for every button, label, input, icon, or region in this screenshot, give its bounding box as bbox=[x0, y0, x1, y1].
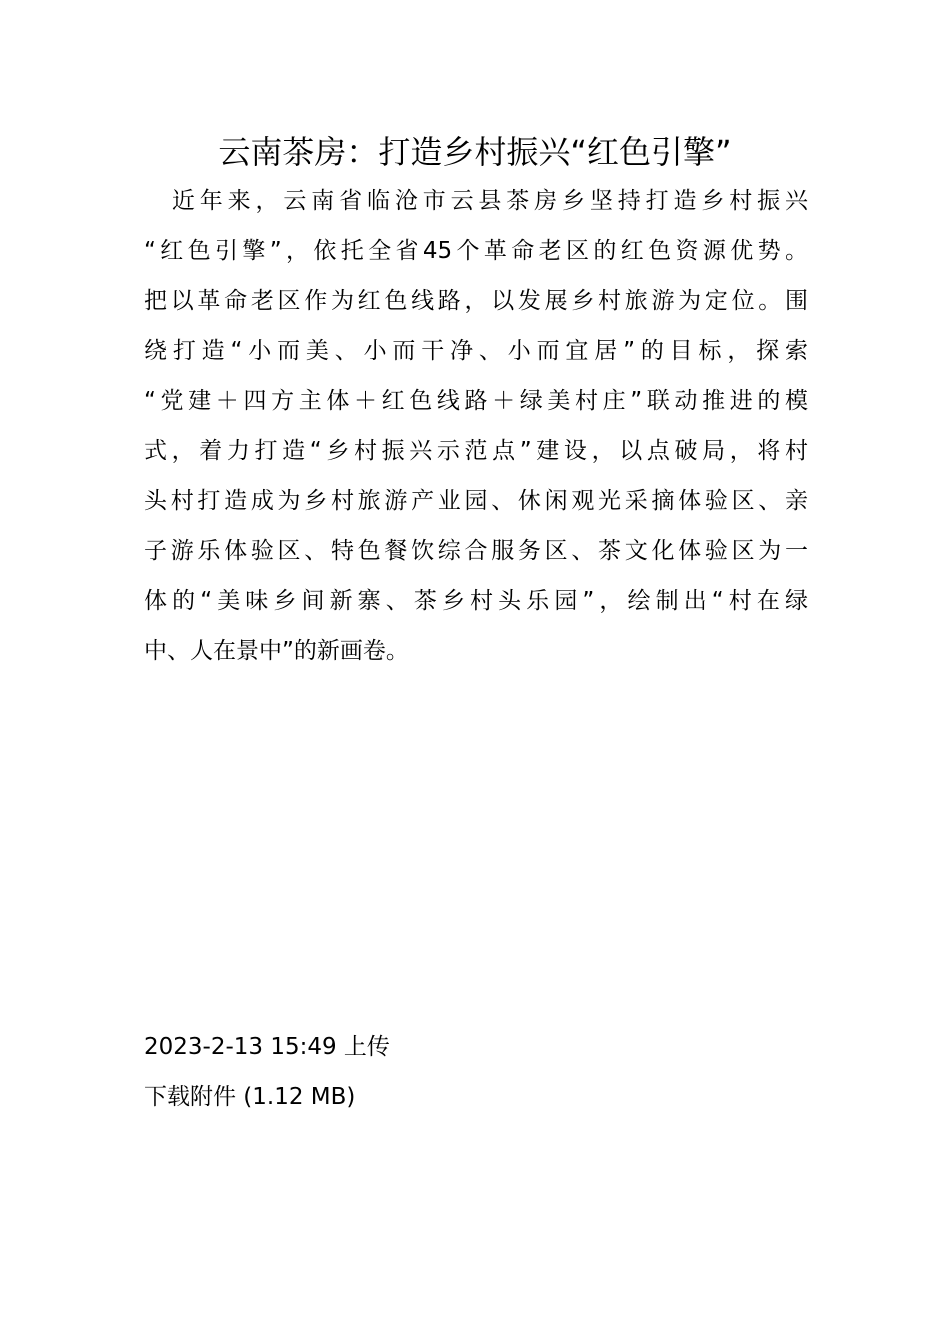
article-line-4: 绕打造“小而美、小而干净、小而宜居”的目标，探索 bbox=[144, 338, 808, 364]
article-title: 云南茶房：打造乡村振兴“红色引擎” bbox=[218, 133, 732, 171]
download-attachment-link[interactable]: 下载附件 (1.12 MB) bbox=[144, 1084, 356, 1110]
article-line-9: 体的“美味乡间新寨、茶乡村头乐园”，绘制出“村在绿 bbox=[144, 588, 808, 614]
article-line-8: 子游乐体验区、特色餐饮综合服务区、茶文化体验区为一 bbox=[144, 538, 808, 564]
article-line-3: 把以革命老区作为红色线路，以发展乡村旅游为定位。围 bbox=[144, 288, 808, 314]
upload-timestamp: 2023-2-13 15:49 上传 bbox=[144, 1034, 390, 1060]
article-line-2: “红色引擎”，依托全省45个革命老区的红色资源优势。 bbox=[144, 238, 808, 264]
article-line-5: “党建＋四方主体＋红色线路＋绿美村庄”联动推进的模 bbox=[144, 388, 808, 414]
article-line-10: 中、人在景中”的新画卷。 bbox=[144, 638, 409, 664]
article-body bbox=[144, 176, 808, 676]
article-line-1: 近年来，云南省临沧市云县茶房乡坚持打造乡村振兴 bbox=[144, 188, 808, 214]
article-line-7: 头村打造成为乡村旅游产业园、休闲观光采摘体验区、亲 bbox=[144, 488, 808, 514]
article-line-6: 式，着力打造“乡村振兴示范点”建设，以点破局，将村 bbox=[144, 438, 808, 464]
